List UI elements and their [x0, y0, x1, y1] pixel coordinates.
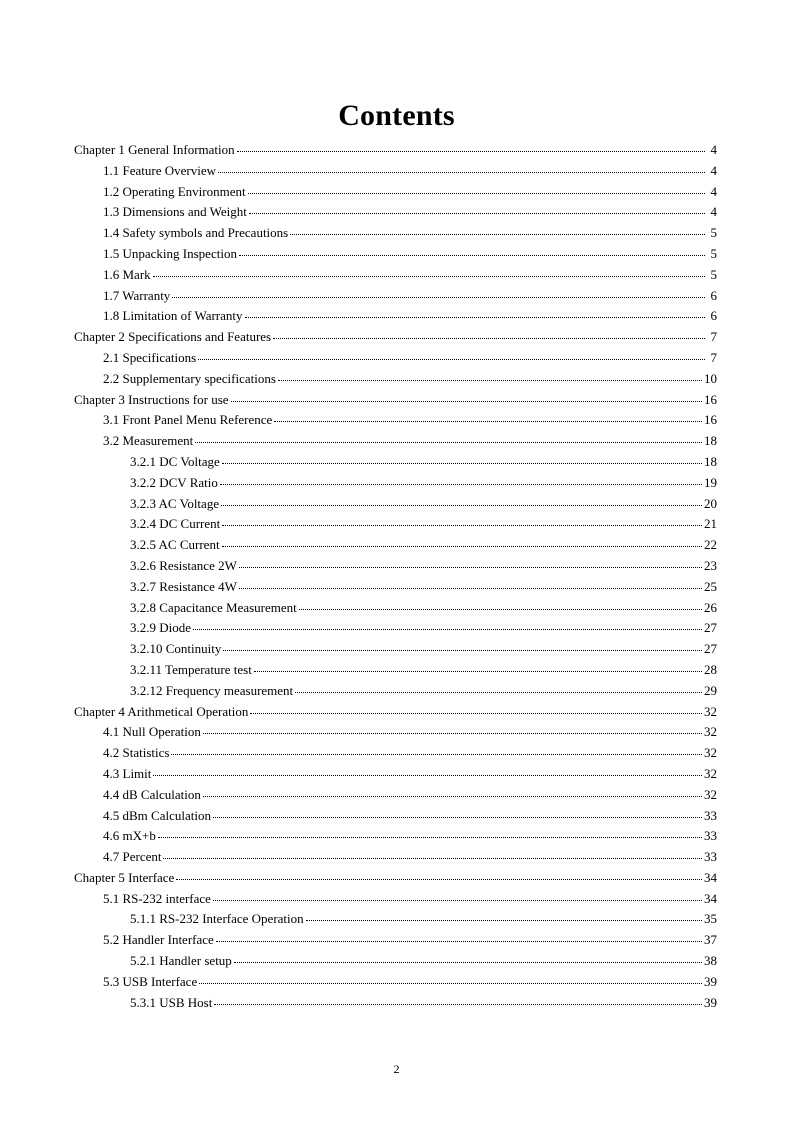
- toc-entry-page: 4: [710, 162, 717, 178]
- toc-entry-page: 19: [704, 474, 717, 490]
- toc-entry-label: 4.6 mX+b: [103, 828, 156, 844]
- toc-entry[interactable]: [74, 161, 717, 182]
- dot-leader: [213, 898, 702, 901]
- toc-entry-label: 1.3 Dimensions and Weight: [103, 204, 247, 220]
- toc-entry-label: 3.2.12 Frequency measurement: [130, 682, 294, 698]
- toc-entry[interactable]: [74, 889, 717, 910]
- toc-entry[interactable]: [74, 286, 717, 307]
- toc-entry-label: 1.6 Mark: [103, 266, 151, 282]
- toc-entry-page: 4: [710, 142, 717, 157]
- dot-leader: [222, 461, 702, 464]
- toc-entry[interactable]: [74, 327, 717, 348]
- dot-leader: [278, 378, 702, 381]
- toc-entry-label: 3.2 Measurement: [103, 433, 194, 449]
- dot-leader: [290, 232, 705, 235]
- toc-entry[interactable]: [74, 909, 717, 930]
- toc-entry[interactable]: [74, 702, 717, 723]
- toc-entry[interactable]: [74, 743, 717, 764]
- toc-entry-page: 6: [710, 287, 717, 303]
- toc-entry-page: 7: [710, 329, 717, 345]
- page-number: 2: [393, 1062, 400, 1076]
- toc-entry[interactable]: [74, 202, 717, 223]
- toc-entry[interactable]: [74, 535, 717, 556]
- toc-entry[interactable]: [74, 660, 717, 681]
- toc-entry[interactable]: [74, 348, 717, 369]
- toc-entry-page: 23: [704, 557, 717, 573]
- toc-entry-label: 3.2.4 DC Current: [130, 516, 221, 532]
- toc-entry-label: 5.2 Handler Interface: [103, 932, 214, 948]
- dot-leader: [171, 752, 702, 755]
- toc-entry[interactable]: [74, 390, 717, 411]
- toc-entry[interactable]: [74, 868, 717, 889]
- toc-entry-page: 18: [704, 433, 717, 449]
- toc-entry-page: 7: [710, 349, 717, 365]
- dot-leader: [193, 627, 702, 630]
- toc-entry-label: 3.1 Front Panel Menu Reference: [103, 412, 273, 428]
- toc-entry[interactable]: [74, 473, 717, 494]
- toc-entry-page: 32: [704, 786, 717, 802]
- toc-entry-page: 38: [704, 953, 717, 969]
- toc-entry-page: 29: [704, 682, 717, 698]
- toc-entry[interactable]: [74, 639, 717, 660]
- toc-entry[interactable]: [74, 431, 717, 452]
- dot-leader: [239, 565, 702, 568]
- toc-entry-label: 1.4 Safety symbols and Precautions: [103, 225, 289, 241]
- toc-entry-label: 1.5 Unpacking Inspection: [103, 245, 237, 261]
- toc-entry-label: 4.2 Statistics: [103, 745, 170, 761]
- toc-entry-page: 10: [704, 370, 717, 386]
- toc-entry[interactable]: [74, 826, 717, 847]
- toc-entry-page: 4: [710, 183, 717, 199]
- toc-entry-label: 4.1 Null Operation: [103, 724, 201, 740]
- dot-leader: [306, 918, 702, 921]
- dot-leader: [214, 1002, 702, 1005]
- dot-leader: [153, 274, 705, 277]
- toc-entry-label: 4.4 dB Calculation: [103, 786, 201, 802]
- dot-leader: [237, 149, 705, 152]
- toc-entry[interactable]: [74, 806, 717, 827]
- dot-leader: [153, 773, 702, 776]
- toc-entry-label: 1.8 Limitation of Warranty: [103, 308, 243, 324]
- toc-entry[interactable]: [74, 494, 717, 515]
- toc-entry-page: 39: [704, 973, 717, 989]
- toc-entry-label: 5.1 RS-232 interface: [103, 890, 211, 906]
- toc-entry-label: Chapter 1 General Information: [74, 142, 235, 157]
- toc-entry-page: 35: [704, 911, 717, 927]
- toc-entry[interactable]: [74, 140, 717, 161]
- toc-entry-label: Chapter 2 Specifications and Features: [74, 329, 272, 345]
- toc-entry-page: 37: [704, 932, 717, 948]
- dot-leader: [295, 690, 702, 693]
- toc-entry[interactable]: [74, 598, 717, 619]
- toc-entry[interactable]: [74, 972, 717, 993]
- dot-leader: [163, 856, 702, 859]
- toc-entry-label: 5.2.1 Handler setup: [130, 953, 232, 969]
- toc-entry[interactable]: [74, 244, 717, 265]
- toc-entry[interactable]: [74, 618, 717, 639]
- toc-entry[interactable]: [74, 223, 717, 244]
- toc-entry-label: 2.2 Supplementary specifications: [103, 370, 276, 386]
- dot-leader: [213, 815, 702, 818]
- toc-entry-label: 3.2.5 AC Current: [130, 537, 220, 553]
- dot-leader: [218, 170, 705, 173]
- toc-entry-page: 21: [704, 516, 717, 532]
- toc-entry-label: 3.2.2 DCV Ratio: [130, 474, 218, 490]
- toc-entry[interactable]: [74, 556, 717, 577]
- toc-entry-page: 26: [704, 599, 717, 615]
- toc-entry-page: 33: [704, 807, 717, 823]
- toc-entry-page: 33: [704, 849, 717, 865]
- toc-entry-page: 34: [704, 869, 717, 885]
- toc-entry-label: 3.2.7 Resistance 4W: [130, 578, 237, 594]
- toc-entry-label: 3.2.10 Continuity: [130, 641, 222, 657]
- toc-entry[interactable]: [74, 182, 717, 203]
- toc-entry[interactable]: [74, 722, 717, 743]
- toc-entry[interactable]: [74, 681, 717, 702]
- toc-entry[interactable]: [74, 369, 717, 390]
- dot-leader: [245, 315, 705, 318]
- toc-entry[interactable]: [74, 452, 717, 473]
- toc-entry-label: Chapter 5 Interface: [74, 869, 175, 885]
- toc-entry-page: 5: [710, 225, 717, 241]
- toc-entry-label: 5.3.1 USB Host: [130, 994, 213, 1010]
- toc-entry-label: 3.2.6 Resistance 2W: [130, 557, 237, 573]
- dot-leader: [223, 648, 702, 651]
- dot-leader: [254, 669, 702, 672]
- toc-entry-page: 25: [704, 578, 717, 594]
- toc-entry-page: 32: [704, 765, 717, 781]
- toc-entry-label: 1.1 Feature Overview: [103, 162, 216, 178]
- toc-entry-label: Chapter 4 Arithmetical Operation: [74, 703, 249, 719]
- toc-entry[interactable]: [74, 847, 717, 868]
- dot-leader: [274, 419, 702, 422]
- dot-leader: [299, 607, 702, 610]
- toc-entry[interactable]: [74, 930, 717, 951]
- toc-entry-page: 32: [704, 703, 717, 719]
- toc-entry-page: 16: [704, 391, 717, 407]
- toc-entry-label: 4.5 dBm Calculation: [103, 807, 211, 823]
- dot-leader: [273, 336, 705, 339]
- toc-entry-page: 34: [704, 890, 717, 906]
- dot-leader: [203, 731, 702, 734]
- dot-leader: [195, 440, 702, 443]
- toc-entry-page: 39: [704, 994, 717, 1010]
- toc-entry[interactable]: [74, 951, 717, 972]
- dot-leader: [221, 503, 702, 506]
- toc-entry-page: 28: [704, 661, 717, 677]
- toc-entry-page: 32: [704, 724, 717, 740]
- toc-entry-label: 3.2.8 Capacitance Measurement: [130, 599, 297, 615]
- toc-entry-label: 5.3 USB Interface: [103, 973, 198, 989]
- toc-entry[interactable]: [74, 265, 717, 286]
- toc-entry[interactable]: [74, 577, 717, 598]
- dot-leader: [158, 835, 702, 838]
- toc-entry-page: 18: [704, 453, 717, 469]
- dot-leader: [176, 877, 702, 880]
- toc-entry-page: 16: [704, 412, 717, 428]
- dot-leader: [222, 544, 702, 547]
- toc-entry[interactable]: [74, 764, 717, 785]
- toc-entry-label: 5.1.1 RS-232 Interface Operation: [130, 911, 304, 927]
- dot-leader: [239, 586, 702, 589]
- dot-leader: [248, 191, 705, 194]
- toc-entry-label: 2.1 Specifications: [103, 349, 197, 365]
- dot-leader: [198, 357, 705, 360]
- toc-entry-label: 3.2.1 DC Voltage: [130, 453, 220, 469]
- dot-leader: [220, 482, 702, 485]
- dot-leader: [216, 939, 702, 942]
- toc-entry-page: 6: [710, 308, 717, 324]
- dot-leader: [203, 794, 702, 797]
- toc-entry[interactable]: [74, 785, 717, 806]
- toc-entry[interactable]: [74, 306, 717, 327]
- dot-leader: [239, 253, 705, 256]
- toc-entry-page: 27: [704, 641, 717, 657]
- toc-entry-page: 27: [704, 620, 717, 636]
- dot-leader: [172, 295, 705, 298]
- toc-entry-label: 4.3 Limit: [103, 765, 152, 781]
- toc-entry-label: 3.2.3 AC Voltage: [130, 495, 220, 511]
- toc-entry-label: 3.2.11 Temperature test: [130, 661, 252, 677]
- dot-leader: [234, 960, 702, 963]
- dot-leader: [199, 981, 702, 984]
- toc-entry-page: 4: [710, 204, 717, 220]
- dot-leader: [249, 211, 705, 214]
- toc-entry[interactable]: [74, 410, 717, 431]
- toc-entry-label: 1.2 Operating Environment: [103, 183, 246, 199]
- toc-entry-page: 32: [704, 745, 717, 761]
- toc-entry-page: 20: [704, 495, 717, 511]
- page-title: Contents: [338, 99, 455, 132]
- toc-entry-label: 3.2.9 Diode: [130, 620, 192, 636]
- table-of-contents: [74, 140, 717, 1013]
- toc-entry-page: 5: [710, 266, 717, 282]
- toc-entry-label: Chapter 3 Instructions for use: [74, 391, 229, 407]
- toc-entry-page: 5: [710, 245, 717, 261]
- toc-entry-label: 4.7 Percent: [103, 849, 162, 865]
- toc-entry[interactable]: [74, 993, 717, 1014]
- dot-leader: [231, 399, 702, 402]
- toc-entry-page: 33: [704, 828, 717, 844]
- dot-leader: [222, 523, 702, 526]
- toc-entry-page: 22: [704, 537, 717, 553]
- toc-entry-label: 1.7 Warranty: [103, 287, 171, 303]
- toc-entry[interactable]: [74, 514, 717, 535]
- dot-leader: [250, 711, 702, 714]
